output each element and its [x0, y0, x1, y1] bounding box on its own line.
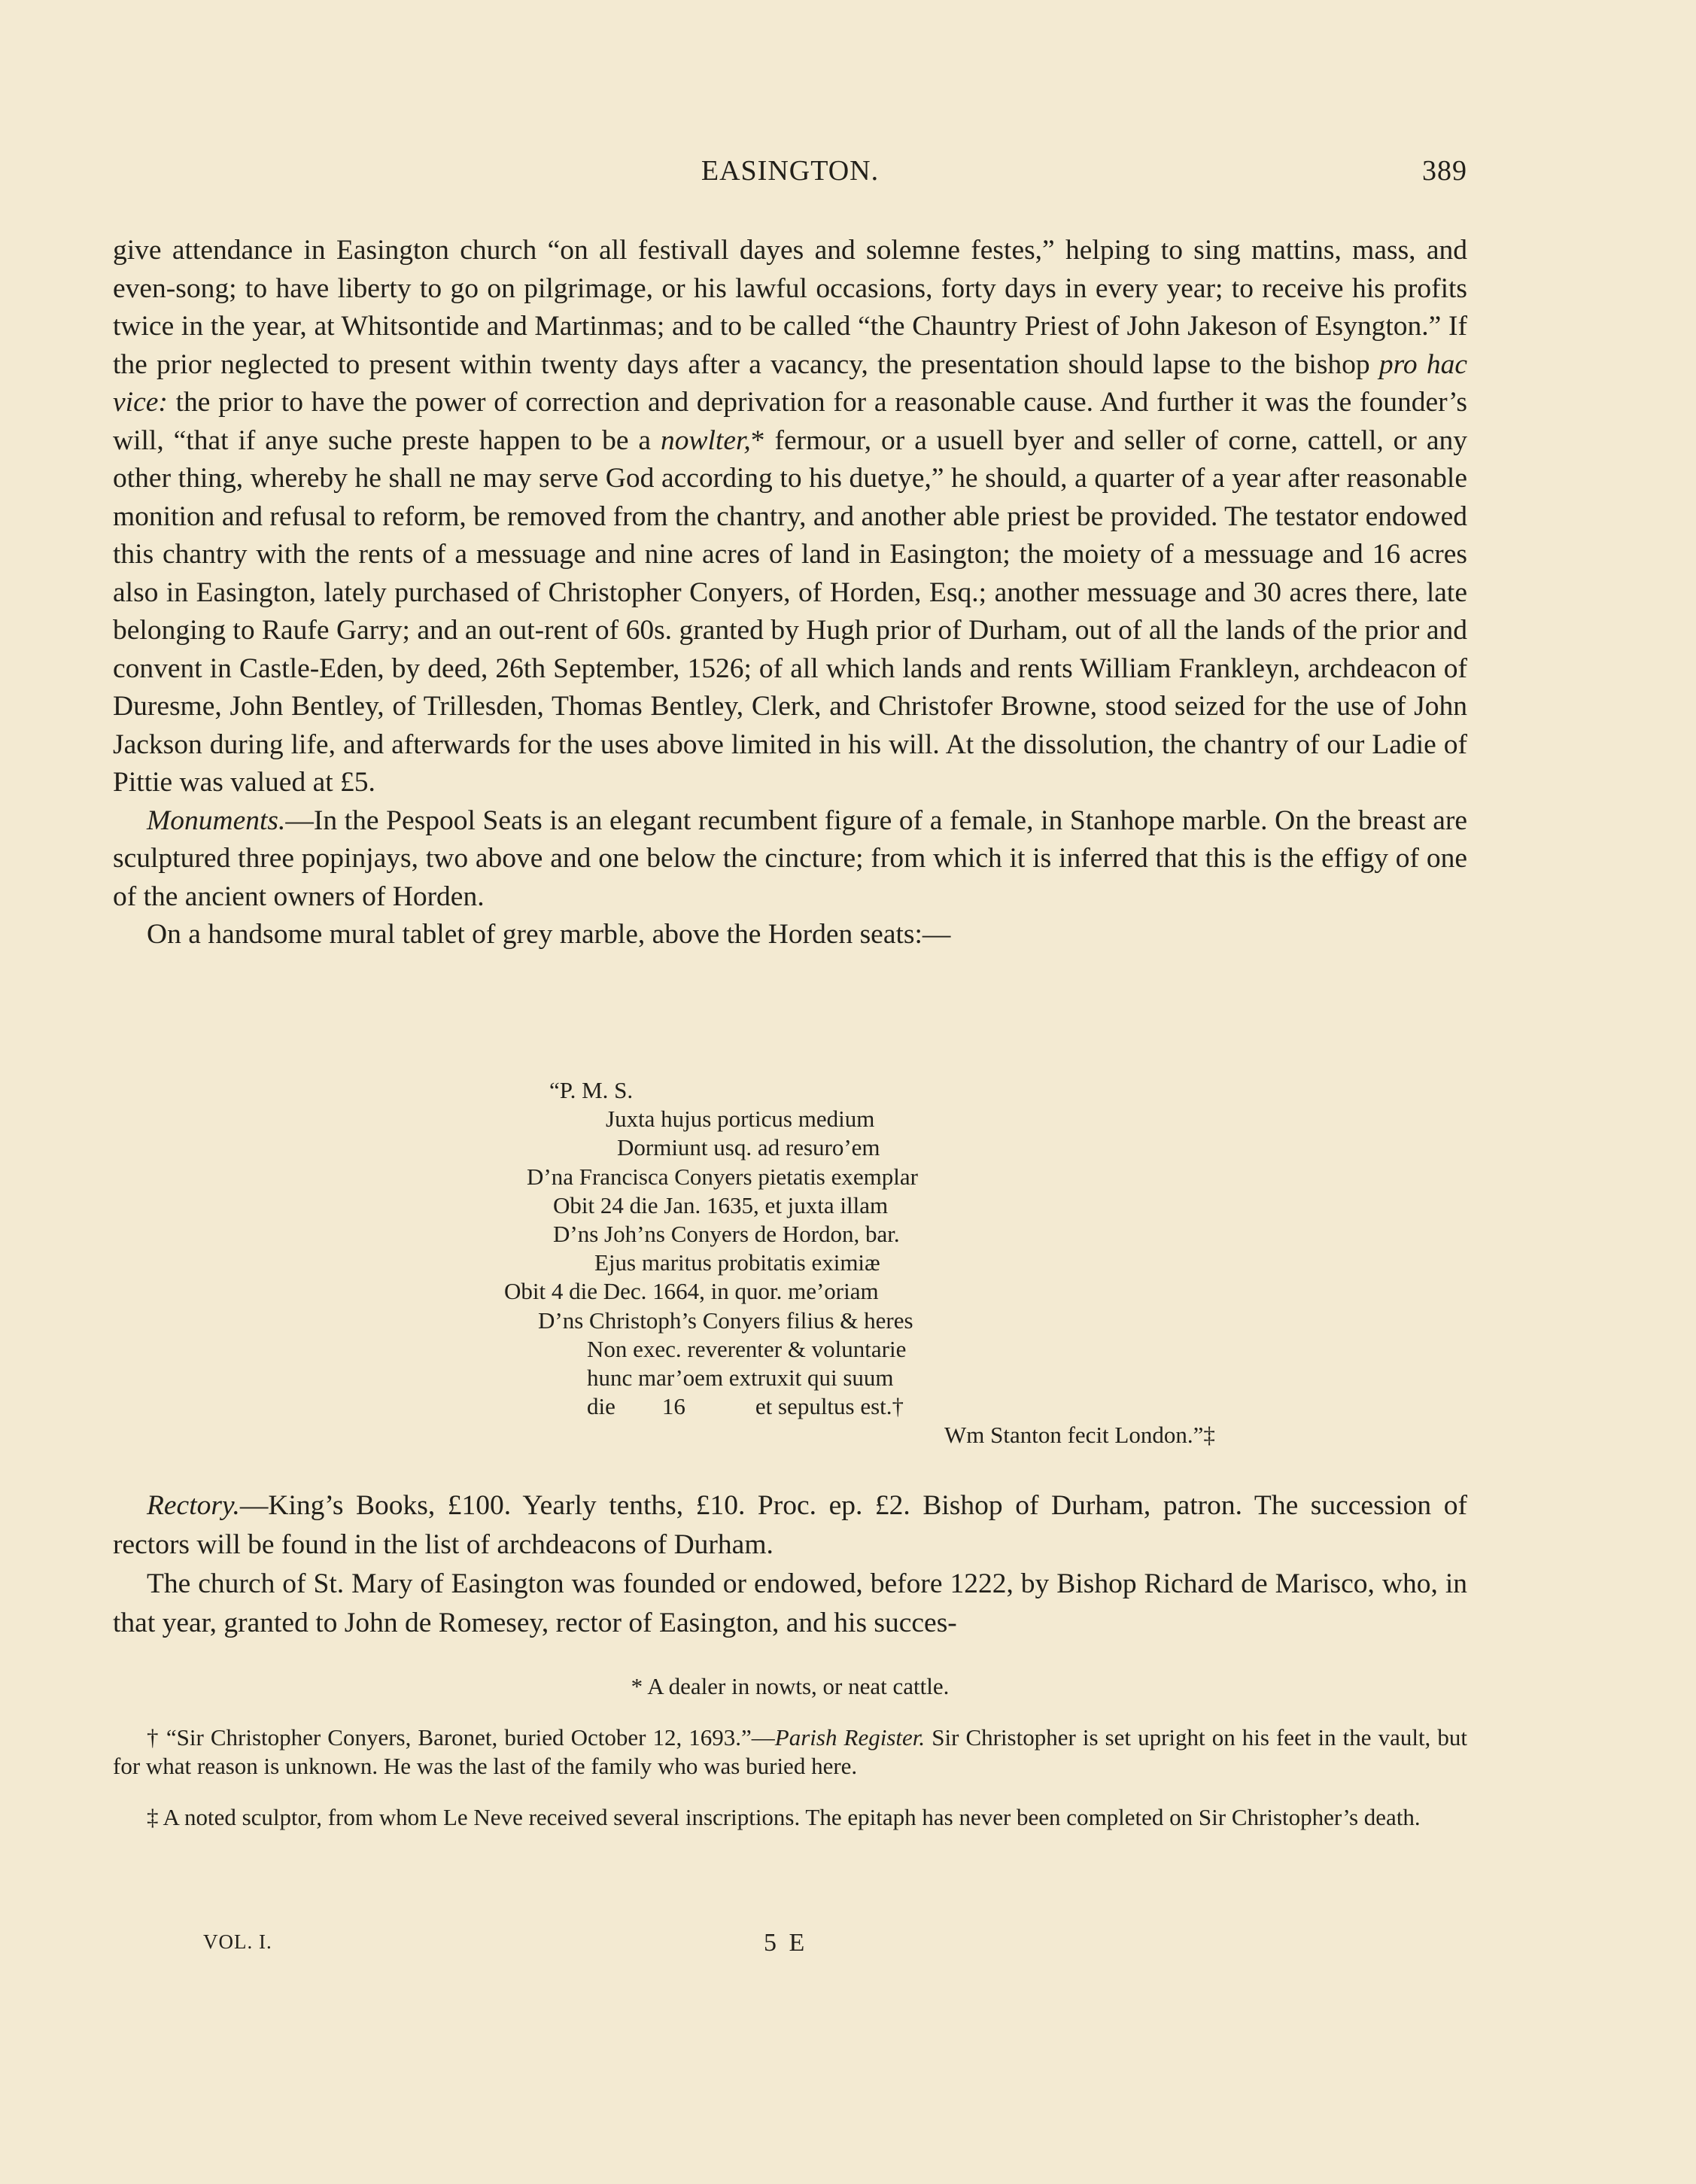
inscription-line: D’ns Christoph’s Conyers filius & heres: [538, 1306, 913, 1334]
running-title: EASINGTON.: [701, 155, 880, 187]
epitaph-inscription: [474, 1076, 1339, 1450]
inscription-line: Juxta hujus porticus medium: [606, 1106, 875, 1133]
inscription-line: die 16 et sepultus est.†: [587, 1393, 904, 1420]
volume-label: VOL. I.: [203, 1930, 272, 1953]
page-header: [113, 154, 1467, 199]
monuments-paragraph: Monuments.—In the Pespool Seats is an elegant recumbent figure of a female, in Stanhope marble. On the breast are sculptured three popinjays, two above and one below the cincture; from which it is inferred that this is the effigy of one of the ancient owners of Horden.: [113, 805, 1467, 912]
tablet-intro: On a handsome mural tablet of grey marble, above the Horden seats:—: [147, 919, 951, 950]
inscription-line: D’ns Joh’ns Conyers de Hordon, bar.: [553, 1221, 900, 1248]
church-paragraph: The church of St. Mary of Easington was founded or endowed, before 1222, by Bishop Richard de Marisco, who, in that year, granted to John de Romesey, rector of Easington, and his succes-: [113, 1568, 1467, 1638]
main-text: [113, 232, 1467, 954]
footnotes: [113, 1672, 1467, 1854]
inscription-line: Non exec. reverenter & voluntarie: [587, 1335, 907, 1362]
footnote-asterisk: * A dealer in nowts, or neat cattle.: [631, 1673, 950, 1699]
monuments-heading: Monuments.: [147, 805, 286, 836]
rectory-heading: Rectory.: [147, 1490, 240, 1521]
inscription-line: “P. M. S.: [549, 1077, 634, 1103]
signature-mark: 5 E: [764, 1929, 808, 1957]
inscription-line: hunc mar’oem extruxit qui suum: [587, 1364, 894, 1392]
rectory-paragraph: Rectory.—King’s Books, £100. Yearly tenths, £10. Proc. ep. £2. Bishop of Durham, patron. The succession of rectors will be found in the list of archdeacons of Durham.: [113, 1490, 1467, 1560]
page-number: 389: [1422, 155, 1467, 187]
footnote-double-dagger: ‡ A noted sculptor, from whom Le Neve received several inscriptions. The epitaph has never been completed on Sir Christopher’s death.: [147, 1804, 1421, 1830]
rectory-text: [113, 1486, 1467, 1643]
chantry-paragraph: give attendance in Easington church “on all festivall dayes and solemne festes,” helping to sing mattins, mass, and even-song; to have liberty to go on pilgrimage, or his lawful occasions, forty days in every year; to receive his profits twice in the year, at Whitsontide and Martinmas; and to be called “the Chauntry Priest of John Jakeson of Esyngton.” If the prior neglected to present within twenty days after a vacancy, the presentation should lapse to the bishop pro hac vice: the prior to have the power of correction and deprivation for a reasonable cause. And further it was the founder’s will, “that if anye suche preste happen to be a nowlter,* fermour, or a usuell byer and seller of corne, cattell, or any other thing, whereby he shall ne may serve God according to his duetye,” he should, a quarter of a year after reasonable monition and refusal to reform, be removed from the chantry, and another able priest be provided. The testator endowed this chantry with the rents of a messuage and nine acres of land in Easington; the moiety of a messuage and 16 acres also in Easington, lately purchased of Christopher Conyers, of Horden, Esq.; another messuage and 30 acres there, late belonging to Raufe Garry; and an out-rent of 60s. granted by Hugh prior of Durham, out of all the lands of the prior and convent in Castle-Eden, by deed, 26th September, 1526; of all which lands and rents William Frankleyn, archdeacon of Duresme, John Bentley, of Trillesden, Thomas Bentley, Clerk, and Christofer Browne, stood seized for the use of John Jackson during life, and afterwards for the uses above limited in his will. At the dissolution, the chantry of our Ladie of Pittie was valued at £5.: [113, 235, 1467, 798]
inscription-line: Obit 24 die Jan. 1635, et juxta illam: [553, 1191, 889, 1218]
inscription-line: Ejus maritus probitatis eximiæ: [594, 1249, 880, 1276]
inscription-line: Dormiunt usq. ad resuro’em: [617, 1134, 880, 1161]
inscription-signature: Wm Stanton fecit London.”‡: [944, 1422, 1215, 1449]
footnote-dagger: † “Sir Christopher Conyers, Baronet, buried October 12, 1693.”—Parish Register. Sir Christopher is set upright on his feet in the vault, but for what reason is unknown. He was the last of the family who was buried here.: [113, 1724, 1467, 1779]
inscription-line: D’na Francisca Conyers pietatis exemplar: [527, 1163, 918, 1190]
inscription-line: Obit 4 die Dec. 1664, in quor. me’oriam: [504, 1278, 879, 1305]
